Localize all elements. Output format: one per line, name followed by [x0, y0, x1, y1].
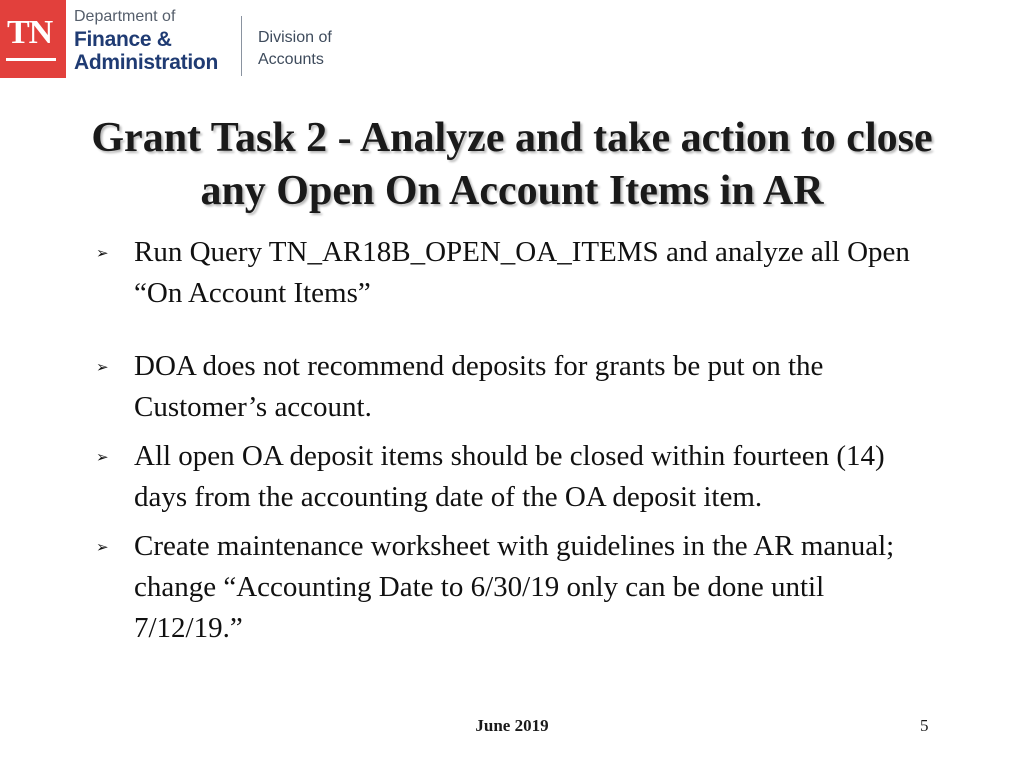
page-number: 5	[920, 716, 929, 735]
bullet-item	[96, 346, 936, 428]
arrow-bullet-icon: ➢	[96, 244, 109, 262]
slide-title	[30, 112, 994, 218]
tn-logo-text: TN	[7, 14, 53, 51]
department-line-1: Department of	[74, 8, 176, 25]
department-name	[74, 9, 218, 75]
bullet-text: All open OA deposit items should be closed within fourteen (14) days from the accounting date of the OA deposit item.	[134, 440, 885, 513]
tn-logo-underline	[6, 58, 56, 61]
division-name	[258, 27, 332, 71]
department-line-3: Administration	[74, 51, 218, 74]
bullet-list	[96, 232, 936, 649]
arrow-bullet-icon: ➢	[96, 358, 109, 376]
logo-divider	[241, 16, 242, 76]
footer-date: June 2019	[475, 716, 549, 735]
slide-title-line-1: Grant Task 2 - Analyze and take action to close	[91, 115, 933, 162]
bullet-item	[96, 232, 936, 314]
arrow-bullet-icon: ➢	[96, 538, 109, 556]
slide-title-line-2: any Open On Account Items in AR	[200, 168, 824, 215]
tn-finance-administration-logo	[0, 0, 360, 78]
bullet-text: Create maintenance worksheet with guidelines in the AR manual; change “Accounting Date to 6/30/19 only can be done until 7/12/19.”	[134, 530, 895, 644]
arrow-bullet-icon: ➢	[96, 448, 109, 466]
bullet-text: DOA does not recommend deposits for grants be put on the Customer’s account.	[134, 350, 824, 423]
bullet-text: Run Query TN_AR18B_OPEN_OA_ITEMS and analyze all Open “On Account Items”	[134, 236, 910, 309]
division-line-2: Accounts	[258, 51, 324, 68]
department-line-2: Finance &	[74, 28, 172, 51]
division-line-1: Division of	[258, 29, 332, 46]
bullet-item	[96, 526, 936, 649]
tn-logo-mark	[0, 0, 66, 78]
bullet-item	[96, 436, 936, 518]
